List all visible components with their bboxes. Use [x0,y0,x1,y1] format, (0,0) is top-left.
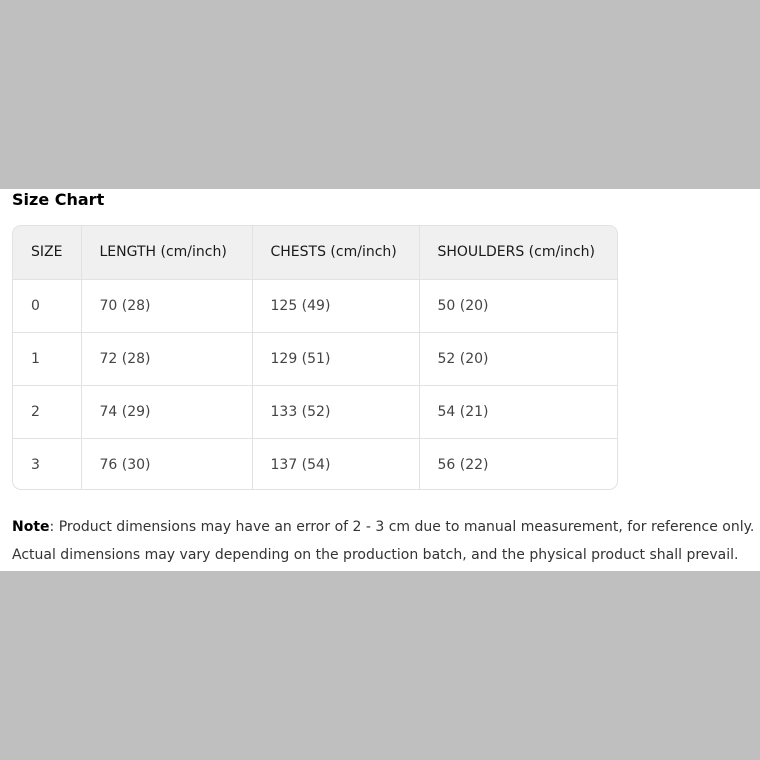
header-shoulders: SHOULDERS (cm/inch) [419,226,618,279]
cell-shoulders: 54 (21) [419,385,618,438]
header-chests: CHESTS (cm/inch) [252,226,419,279]
table-row [13,438,618,490]
cell-chests: 125 (49) [252,279,419,332]
header-size: SIZE [13,226,81,279]
cell-chests: 137 (54) [252,438,419,490]
cell-chests: 133 (52) [252,385,419,438]
content-panel [0,189,760,571]
cell-shoulders: 52 (20) [419,332,618,385]
table-row [13,332,618,385]
header-length: LENGTH (cm/inch) [81,226,252,279]
size-chart-table [13,226,618,490]
size-chart-table-container [12,225,618,490]
cell-size: 1 [13,332,81,385]
cell-length: 72 (28) [81,332,252,385]
cell-shoulders: 50 (20) [419,279,618,332]
cell-length: 70 (28) [81,279,252,332]
table-row [13,385,618,438]
note-label: Note [12,519,50,535]
size-chart-title: Size Chart [12,190,105,209]
note-line-2: Actual dimensions may vary depending on the production batch, and the physical product shall prevail. [12,547,739,563]
measurement-note [12,513,758,569]
cell-chests: 129 (51) [252,332,419,385]
note-line-1 [12,513,758,541]
cell-size: 0 [13,279,81,332]
cell-size: 2 [13,385,81,438]
cell-length: 74 (29) [81,385,252,438]
note-text-1: : Product dimensions may have an error of 2 - 3 cm due to manual measurement, for reference only. [49,519,755,535]
table-row [13,279,618,332]
cell-length: 76 (30) [81,438,252,490]
table-header-row [13,226,618,279]
cell-size: 3 [13,438,81,490]
cell-shoulders: 56 (22) [437,456,489,473]
